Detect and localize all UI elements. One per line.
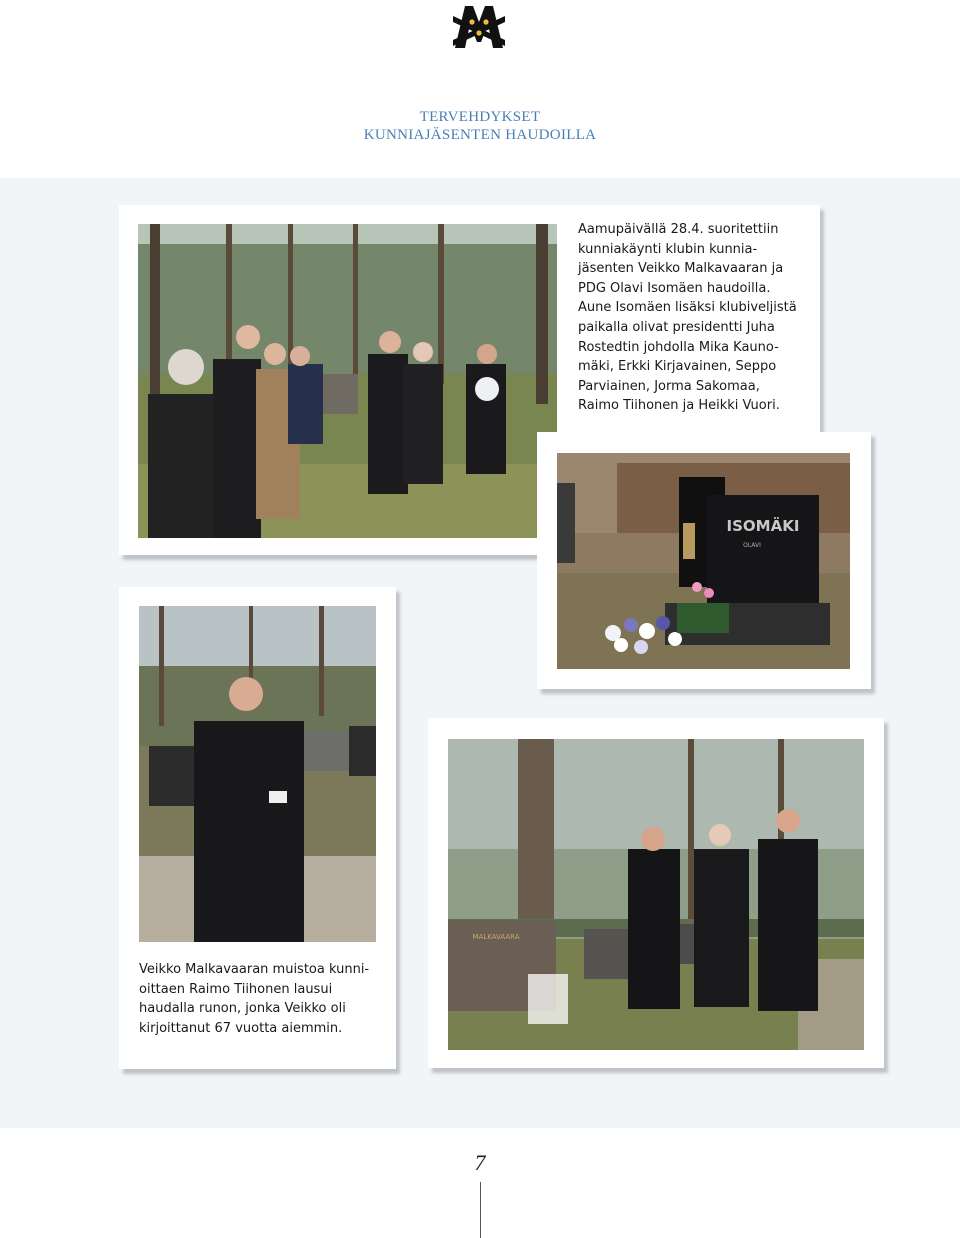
page-number: 7 [474, 1150, 486, 1175]
photo-isomaki-grave [557, 453, 850, 669]
photo-speaker-at-grave [139, 606, 376, 942]
caption-poem: Veikko Malkavaaran muistoa kunni- oittaen Raimo Tiihonen lausui haudalla runon, jonka Veikko oli kirjoittanut 67 vuotta aiemmin. [139, 962, 370, 1036]
isomaki-stone-name: ISOMÄKI [726, 517, 800, 535]
photo-group-at-grave [138, 224, 557, 538]
page-heading-line2: KUNNIAJÄSENTEN HAUDOILLA [363, 127, 597, 143]
photo-three-men-at-grave [448, 739, 864, 1050]
club-logo-icon [451, 2, 507, 50]
page-heading-line1: TERVEHDYKSET [419, 109, 541, 125]
malkavaara-stone-name: MALKAVAARA [472, 933, 520, 941]
caption-visit: Aamupäivällä 28.4. suoritettiin kunniakäynti klubin kunnia- jäsenten Veikko Malkavaaran ja PDG Olavi Isomäen haudoilla. Aune Isomäen lisäksi klubiveljistä paikalla olivat presidentti Juha Rostedtin johdolla Mika Kauno- mäki, Erkki Kirjavainen, Seppo Parviainen, Jorma Sakomaa, Raimo Tiihonen ja Heikki Vuori. [578, 222, 797, 414]
page-number-rule [480, 1182, 481, 1238]
isomaki-stone-firstname: OLAVI [743, 542, 761, 549]
